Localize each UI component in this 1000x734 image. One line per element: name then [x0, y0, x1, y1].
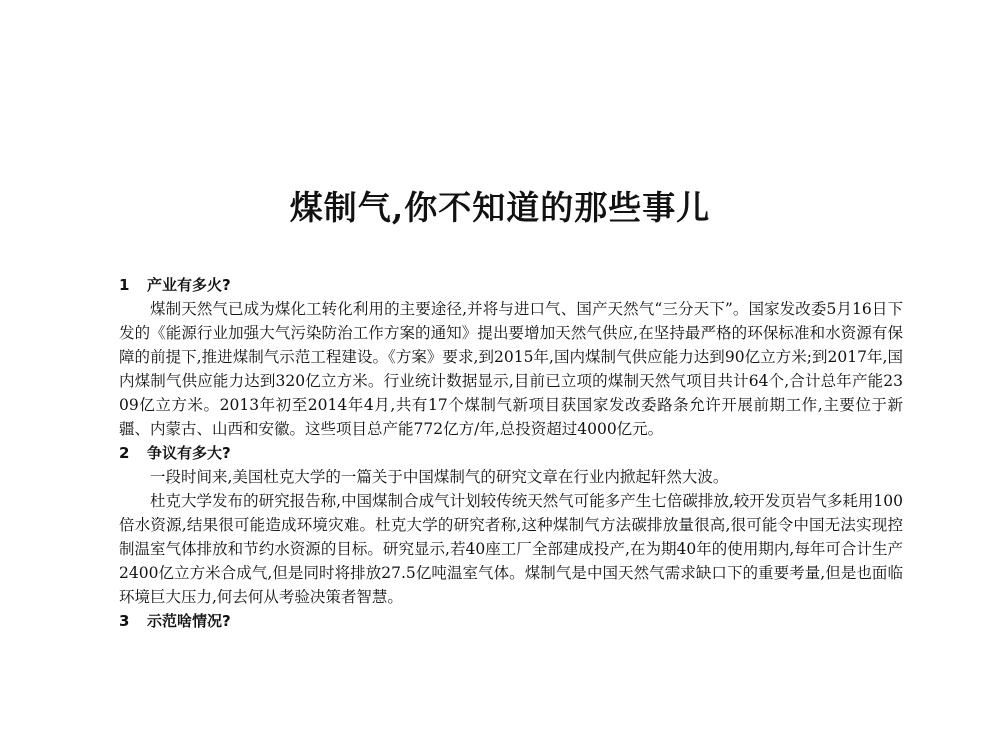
section-heading — [119, 441, 903, 465]
article-body — [119, 273, 903, 633]
section-number: 1 — [119, 276, 130, 294]
section-heading — [119, 609, 903, 633]
section-title: 争议有多大? — [147, 444, 231, 462]
section-2 — [119, 441, 903, 609]
section-3 — [119, 609, 903, 633]
section-title: 示范啥情况? — [147, 612, 231, 630]
section-number: 3 — [119, 612, 130, 630]
section-title: 产业有多火? — [147, 276, 231, 294]
section-number: 2 — [119, 444, 130, 462]
section-1 — [119, 273, 903, 441]
section-heading — [119, 273, 903, 297]
paragraph: 煤制天然气已成为煤化工转化利用的主要途径,并将与进口气、国产天然气“三分天下”。国家发改委5月16日下发的《能源行业加强大气污染防治工作方案的通知》提出要增加天然气供应,在坚持最严格的环保标准和水资源有保障的前提下,推进煤制气示范工程建设。《方案》要求,到2015年,国内煤制气供应能力达到90亿立方米;到2017年,国内煤制气供应能力达到320亿立方米。行业统计数据显示,目前已立项的煤制天然气项目共计64个,合计总年产能2309亿立方米。2013年初至2014年4月,共有17个煤制气新项目获国家发改委路条允许开展前期工作,主要位于新疆、内蒙古、山西和安徽。这些项目总产能772亿方/年,总投资超过4000亿元。 — [119, 300, 903, 438]
paragraph: 一段时间来,美国杜克大学的一篇关于中国煤制气的研究文章在行业内掀起轩然大波。 — [150, 468, 729, 486]
page-title: 煤制气,你不知道的那些事儿 — [289, 188, 711, 227]
paragraph: 杜克大学发布的研究报告称,中国煤制合成气计划较传统天然气可能多产生七倍碳排放,较开发页岩气多耗用100倍水资源,结果很可能造成环境灾难。杜克大学的研究者称,这种煤制气方法碳排放量很高,很可能令中国无法实现控制温室气体排放和节约水资源的目标。研究显示,若40座工厂全部建成投产,在为期40年的使用期内,每年可合计生产2400亿立方米合成气,但是同时将排放27.5亿吨温室气体。煤制气是中国天然气需求缺口下的重要考量,但是也面临环境巨大压力,何去何从考验决策者智慧。 — [119, 492, 903, 606]
